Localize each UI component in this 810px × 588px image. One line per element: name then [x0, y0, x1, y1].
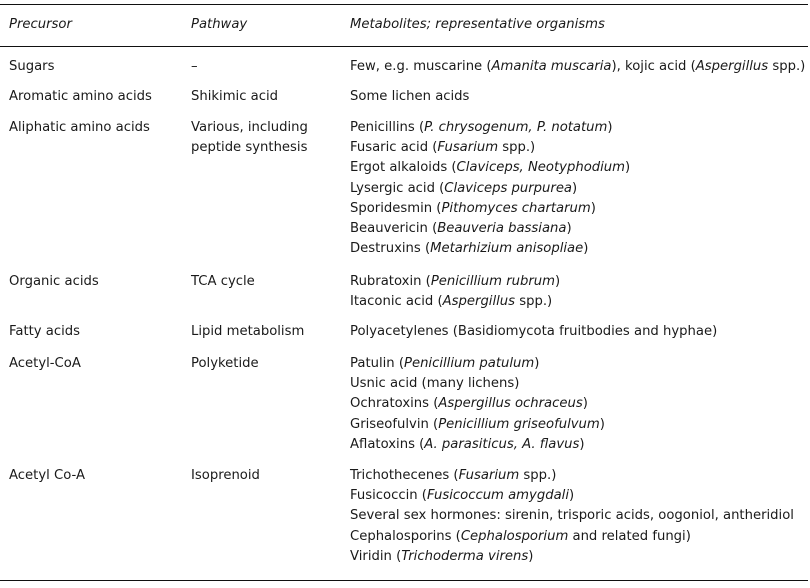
cell-pathway [191, 354, 259, 374]
organism-name: P. chrysogenum, P. notatum [424, 120, 608, 135]
metabolite-line [350, 87, 469, 107]
organism-name: Claviceps, Neotyphodium [456, 160, 626, 176]
organism-name: A. parasiticus, A. flavus [424, 436, 580, 452]
metabolite-text: Ochratoxins ( [350, 396, 439, 412]
header-metabolites: Metabolites; representative organisms [350, 17, 605, 32]
metabolite-line [350, 199, 630, 219]
pathway-text: Isoprenoid [191, 468, 260, 483]
precursor-text: Aliphatic amino acids [9, 120, 150, 135]
metabolite-line [350, 435, 605, 455]
metabolite-line [350, 354, 605, 374]
organism-name: Fusarium [458, 468, 520, 483]
metabolite-text: ) [582, 396, 588, 412]
metabolite-text: ) [590, 200, 596, 216]
metabolite-text: Cephalosporins ( [350, 528, 461, 544]
cell-precursor [9, 87, 152, 107]
cell-precursor [9, 322, 80, 342]
organism-name: Amanita muscaria [491, 59, 612, 74]
metabolite-line [350, 506, 794, 526]
cell-metabolites [350, 466, 794, 567]
metabolite-text: ) [572, 180, 578, 196]
metabolite-line [350, 322, 717, 342]
metabolite-text: ) [566, 220, 572, 236]
pathway-text: Various, including [191, 120, 308, 135]
metabolite-text: Beauvericin ( [350, 220, 438, 236]
cell-precursor [9, 354, 81, 374]
pathway-text: Shikimic acid [191, 89, 279, 104]
metabolite-text: Rubratoxin ( [350, 274, 431, 289]
metabolite-text: ), kojic acid ( [611, 59, 696, 74]
cell-precursor [9, 466, 85, 486]
metabolite-text: Fusaric acid ( [350, 140, 438, 156]
metabolite-line [350, 272, 560, 292]
header-pathway: Pathway [191, 17, 248, 32]
cell-precursor [9, 118, 150, 138]
cell-metabolites [350, 87, 469, 107]
metabolite-line [350, 394, 605, 414]
metabolite-text: spp.) [768, 59, 806, 74]
metabolite-text: spp.) [498, 140, 536, 156]
pathway-text: Polyketide [191, 356, 259, 371]
cell-pathway [191, 118, 308, 158]
cell-precursor [9, 272, 99, 292]
cell-pathway [191, 322, 304, 342]
cell-metabolites [350, 57, 805, 77]
cell-metabolites [350, 272, 560, 312]
cell-metabolites [350, 322, 717, 342]
metabolite-line [350, 527, 794, 547]
precursor-text: Sugars [9, 59, 55, 74]
metabolite-text: Destruxins ( [350, 241, 431, 257]
metabolite-text: Itaconic acid ( [350, 294, 443, 310]
metabolite-text: Usnic acid (many lichens) [350, 376, 520, 392]
metabolite-text: Penicillins ( [350, 120, 425, 135]
organism-name: Cephalosporium [460, 528, 569, 544]
metabolite-line [350, 179, 630, 199]
cell-pathway [191, 57, 198, 77]
metabolite-text: Patulin ( [350, 356, 404, 371]
organism-name: Penicillium rubrum [430, 274, 555, 289]
metabolite-text: Polyacetylenes (Basidiomycota fruitbodies and hyphae) [350, 324, 718, 339]
metabolite-text: Few, e.g. muscarine ( [350, 59, 492, 74]
organism-name: Fusicoccum amygdali [426, 488, 569, 504]
metabolite-text: Griseofulvin ( [350, 416, 439, 432]
organism-name: Aspergillus ochraceus [438, 396, 583, 412]
precursor-text: Acetyl-CoA [9, 356, 81, 371]
header-precursor: Precursor [9, 17, 72, 32]
precursor-text: Acetyl Co-A [9, 468, 85, 483]
metabolite-line [350, 292, 560, 312]
pathway-text: Lipid metabolism [191, 324, 305, 339]
table-top-rule [0, 4, 808, 5]
table-header-rule [0, 46, 808, 47]
metabolite-line [350, 158, 630, 178]
cell-precursor [9, 57, 54, 77]
metabolite-text: Fusicoccin ( [350, 488, 427, 504]
metabolite-text: ) [625, 160, 631, 176]
metabolite-text: ) [583, 241, 589, 257]
table-bottom-rule [0, 580, 808, 581]
metabolite-text: spp.) [515, 294, 553, 310]
metabolite-line [350, 547, 794, 567]
metabolite-text: ) [607, 120, 613, 135]
metabolite-line [350, 415, 605, 435]
metabolite-text: Sporidesmin ( [350, 200, 442, 216]
metabolite-text: ) [534, 356, 540, 371]
pathway-text: TCA cycle [191, 274, 255, 289]
organism-name: Metarhizium anisopliae [430, 241, 584, 257]
metabolite-text: and related fungi) [568, 528, 691, 544]
cell-metabolites [350, 118, 630, 259]
metabolite-text: ) [554, 274, 561, 289]
metabolite-line [350, 57, 805, 77]
precursor-text: Organic acids [9, 274, 99, 289]
pathway-text: peptide synthesis [191, 140, 308, 156]
cell-pathway [191, 466, 260, 486]
organism-name: Aspergillus [695, 59, 769, 74]
metabolite-line [350, 219, 630, 239]
metabolite-line [350, 118, 630, 138]
metabolite-line [350, 486, 794, 506]
organism-name: Penicillium patulum [404, 356, 535, 371]
metabolite-text: Viridin ( [350, 548, 402, 564]
metabolite-text: ) [528, 548, 534, 564]
organism-name: Pithomyces chartarum [441, 200, 591, 216]
metabolite-text: Aflatoxins ( [350, 436, 425, 452]
metabolite-line [350, 138, 630, 158]
metabolite-line [350, 239, 630, 259]
organism-name: Trichoderma virens [401, 548, 529, 564]
metabolite-text: spp.) [519, 468, 557, 483]
cell-pathway [191, 87, 278, 107]
metabolite-text: Lysergic acid ( [350, 180, 445, 196]
organism-name: Penicillium griseofulvum [438, 416, 600, 432]
metabolite-text: Trichothecenes ( [350, 468, 459, 483]
metabolite-text: ) [599, 416, 605, 432]
pathway-text: – [191, 59, 198, 74]
organism-name: Aspergillus [442, 294, 516, 310]
organism-name: Beauveria bassiana [437, 220, 567, 236]
metabolite-text: Ergot alkaloids ( [350, 160, 457, 176]
organism-name: Claviceps purpurea [444, 180, 573, 196]
metabolite-text: ) [579, 436, 585, 452]
precursor-text: Aromatic amino acids [9, 89, 152, 104]
precursor-text: Fatty acids [9, 324, 81, 339]
metabolite-text: ) [568, 488, 575, 504]
cell-pathway [191, 272, 255, 292]
metabolite-line [350, 374, 605, 394]
metabolite-text: Several sex hormones: sirenin, trisporic acids, oogoniol, antheridiol [350, 508, 794, 524]
cell-metabolites [350, 354, 605, 455]
metabolite-text: Some lichen acids [350, 89, 470, 104]
organism-name: Fusarium [437, 140, 499, 156]
metabolite-line [350, 466, 794, 486]
